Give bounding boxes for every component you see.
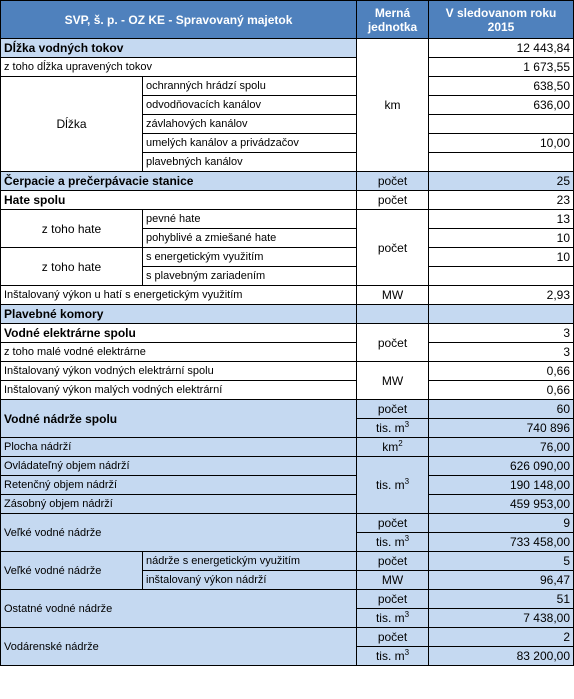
table-row	[1, 191, 574, 210]
row-label: umelých kanálov a privádzačov	[143, 134, 357, 153]
row-label: z toho malé vodné elektrárne	[1, 343, 357, 362]
table-row	[1, 172, 574, 191]
table-row	[1, 495, 574, 514]
table-row	[1, 305, 574, 324]
row-label: Vodárenské nádrže	[1, 628, 357, 666]
row-value: 25	[429, 172, 574, 191]
table-row	[1, 400, 574, 419]
row-value: 3	[429, 324, 574, 343]
row-value: 3	[429, 343, 574, 362]
table-row	[1, 552, 574, 571]
table-row	[1, 77, 574, 96]
row-value: 740 896	[429, 419, 574, 438]
unit-cell: počet	[357, 590, 429, 609]
row-label: Hate spolu	[1, 191, 357, 210]
group-label: Dĺžka	[1, 77, 143, 172]
row-value: 76,00	[429, 438, 574, 457]
row-value: 10	[429, 229, 574, 248]
unit-cell: počet	[357, 172, 429, 191]
row-label: Vodné nádrže spolu	[1, 400, 357, 438]
row-label: Inštalovaný výkon malých vodných elektrární	[1, 381, 357, 400]
row-label: Veľké vodné nádrže	[1, 552, 143, 590]
unit-cell: MW	[357, 571, 429, 590]
row-label: s energetickým využitím	[143, 248, 357, 267]
group-label: z toho hate	[1, 248, 143, 286]
row-value: 7 438,00	[429, 609, 574, 628]
unit-cell: MW	[357, 362, 429, 400]
row-value: 459 953,00	[429, 495, 574, 514]
row-label: Inštalovaný výkon vodných elektrární spolu	[1, 362, 357, 381]
row-value: 12 443,84	[429, 39, 574, 58]
unit-cell: tis. $m^3$	[357, 457, 429, 514]
row-label: s plavebným zariadením	[143, 267, 357, 286]
unit-cell: počet	[357, 400, 429, 419]
row-label: Veľké vodné nádrže	[1, 514, 357, 552]
row-value: 733 458,00	[429, 533, 574, 552]
table-row	[1, 628, 574, 647]
row-label: odvodňovacích kanálov	[143, 96, 357, 115]
row-value: 96,47	[429, 571, 574, 590]
table-row	[1, 210, 574, 229]
table-row	[1, 362, 574, 381]
row-value: 626 090,00	[429, 457, 574, 476]
row-value	[429, 153, 574, 172]
table-row	[1, 343, 574, 362]
unit-cell	[357, 305, 429, 324]
row-value: 636,00	[429, 96, 574, 115]
unit-cell: tis. $m^3$	[357, 533, 429, 552]
table-row	[1, 39, 574, 58]
table-row	[1, 381, 574, 400]
unit-cell: počet	[357, 514, 429, 533]
row-label: plavebných kanálov	[143, 153, 357, 172]
row-sublabel: nádrže s energetickým využitím	[143, 552, 357, 571]
row-value: 190 148,00	[429, 476, 574, 495]
row-value: 638,50	[429, 77, 574, 96]
unit-cell: $km^2$	[357, 438, 429, 457]
row-value: 9	[429, 514, 574, 533]
row-value: 10,00	[429, 134, 574, 153]
row-value: 23	[429, 191, 574, 210]
table-title: SVP, š. p. - OZ KE - Spravovaný majetok	[1, 1, 357, 39]
table-row	[1, 514, 574, 533]
table-row	[1, 590, 574, 609]
row-label: Ovládateľný objem nádrží	[1, 457, 357, 476]
unit-header: Merná jednotka	[357, 1, 429, 39]
row-label: Zásobný objem nádrží	[1, 495, 357, 514]
header-row	[1, 1, 574, 39]
row-label: Čerpacie a prečerpávacie stanice	[1, 172, 357, 191]
row-sublabel: inštalovaný výkon nádrží	[143, 571, 357, 590]
row-label: pevné hate	[143, 210, 357, 229]
row-label: pohyblivé a zmiešané hate	[143, 229, 357, 248]
table-row	[1, 476, 574, 495]
unit-cell: počet	[357, 628, 429, 647]
unit-cell: počet	[357, 191, 429, 210]
row-value: 5	[429, 552, 574, 571]
table-row	[1, 58, 574, 77]
unit-cell: MW	[357, 286, 429, 305]
row-label: Ostatné vodné nádrže	[1, 590, 357, 628]
unit-cell: počet	[357, 210, 429, 286]
group-label: z toho hate	[1, 210, 143, 248]
unit-cell: počet	[357, 324, 429, 362]
unit-cell: tis. $m^3$	[357, 647, 429, 666]
row-value	[429, 115, 574, 134]
row-label: Inštalovaný výkon u hatí s energetickým využitím	[1, 286, 357, 305]
row-value: 2,93	[429, 286, 574, 305]
row-value: 10	[429, 248, 574, 267]
row-value: 2	[429, 628, 574, 647]
row-value: 13	[429, 210, 574, 229]
table-row	[1, 324, 574, 343]
row-label: Vodné elektrárne spolu	[1, 324, 357, 343]
row-value: 51	[429, 590, 574, 609]
row-label: z toho dĺžka upravených tokov	[1, 58, 357, 77]
row-label: závlahových kanálov	[143, 115, 357, 134]
row-value: 0,66	[429, 362, 574, 381]
row-value: 83 200,00	[429, 647, 574, 666]
unit-cell: počet	[357, 552, 429, 571]
row-value: 1 673,55	[429, 58, 574, 77]
table-row	[1, 248, 574, 267]
row-label: Retenčný objem nádrží	[1, 476, 357, 495]
year-header: V sledovanom roku 2015	[429, 1, 574, 39]
unit-cell: tis. $m^3$	[357, 419, 429, 438]
row-value	[429, 305, 574, 324]
row-label: Plocha nádrží	[1, 438, 357, 457]
row-value: 60	[429, 400, 574, 419]
row-label: Plavebné komory	[1, 305, 357, 324]
row-value	[429, 267, 574, 286]
unit-cell: km	[357, 39, 429, 172]
row-label: Dĺžka vodných tokov	[1, 39, 357, 58]
table-row	[1, 286, 574, 305]
table-row	[1, 438, 574, 457]
table-row	[1, 457, 574, 476]
unit-cell: tis. $m^3$	[357, 609, 429, 628]
row-value: 0,66	[429, 381, 574, 400]
row-label: ochranných hrádzí spolu	[143, 77, 357, 96]
